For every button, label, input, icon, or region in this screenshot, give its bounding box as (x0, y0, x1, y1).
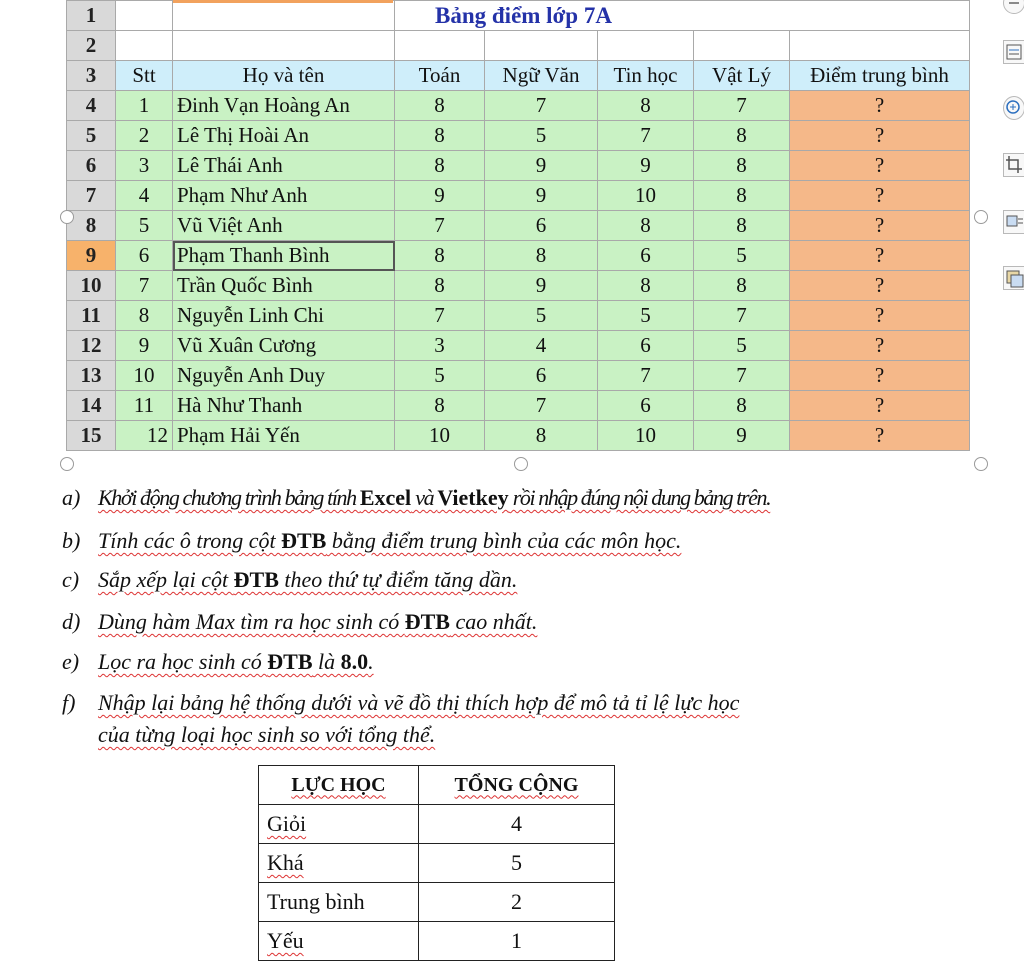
question-item (62, 609, 537, 635)
sheet-title[interactable]: Bảng điểm lớp 7A (395, 1, 970, 31)
column-header-math[interactable]: Toán (395, 61, 485, 91)
question-label: e) (62, 649, 80, 674)
alt-text-icon (1004, 267, 1024, 289)
cell-average[interactable]: ? (790, 271, 970, 301)
cell-name[interactable]: Phạm Thanh Bình (173, 241, 395, 271)
cell-literature[interactable]: 5 (485, 301, 598, 331)
table-row (67, 391, 970, 421)
question-keyword: Excel (359, 485, 412, 510)
empty-cell[interactable] (116, 1, 173, 31)
cell-stt[interactable]: 3 (116, 151, 173, 181)
ability-cell-text: Yếu (267, 928, 304, 953)
cell-literature[interactable]: 5 (485, 121, 598, 151)
cell-stt[interactable]: 7 (116, 271, 173, 301)
selected-column-strip (173, 0, 393, 3)
column-header-physics[interactable]: Vật Lý (694, 61, 790, 91)
cell-math[interactable]: 8 (395, 121, 485, 151)
question-text: và (411, 485, 438, 510)
empty-cell[interactable] (598, 31, 694, 61)
question-keyword: Vietkey (437, 485, 509, 510)
spreadsheet-image[interactable] (66, 0, 975, 466)
cell-physics[interactable]: 8 (694, 181, 790, 211)
wrap-text-button[interactable] (1003, 210, 1024, 234)
cell-name[interactable]: Lê Thái Anh (173, 151, 395, 181)
cell-average[interactable]: ? (790, 151, 970, 181)
total-cell-text: 4 (511, 811, 522, 836)
ability-cell (259, 922, 419, 961)
crop-icon (1004, 154, 1024, 176)
header-ability (259, 766, 419, 805)
empty-cell[interactable] (173, 1, 395, 31)
cell-average[interactable]: ? (790, 211, 970, 241)
cell-informatics[interactable]: 9 (598, 151, 694, 181)
cell-informatics[interactable]: 6 (598, 241, 694, 271)
row-number[interactable]: 7 (67, 181, 116, 211)
resize-handle-bottom-right[interactable] (974, 457, 988, 471)
cell-literature[interactable]: 6 (485, 361, 598, 391)
table-row (67, 151, 970, 181)
cell-informatics[interactable]: 5 (598, 301, 694, 331)
question-keyword: ĐTB (267, 649, 313, 674)
cell-informatics[interactable]: 6 (598, 391, 694, 421)
cell-informatics[interactable]: 6 (598, 331, 694, 361)
total-cell (419, 805, 615, 844)
column-header-average[interactable]: Điểm trung bình (790, 61, 970, 91)
question-label: b) (62, 528, 81, 553)
cell-name[interactable]: Nguyễn Anh Duy (173, 361, 395, 391)
question-text: cao nhất. (450, 609, 538, 634)
cell-stt[interactable]: 9 (116, 331, 173, 361)
layout-options-button[interactable] (1003, 40, 1024, 64)
total-cell-text: 5 (511, 850, 522, 875)
question-text: Khởi động chương trình bảng tính (98, 485, 360, 510)
cell-literature[interactable]: 4 (485, 331, 598, 361)
table-row (67, 121, 970, 151)
ability-cell (259, 883, 419, 922)
cell-math[interactable]: 8 (395, 241, 485, 271)
minus-icon (1004, 0, 1024, 13)
column-header-name[interactable]: Họ và tên (173, 61, 395, 91)
row-number[interactable]: 3 (67, 61, 116, 91)
column-header-literature[interactable]: Ngữ Văn (485, 61, 598, 91)
total-cell (419, 844, 615, 883)
empty-cell[interactable] (485, 31, 598, 61)
cell-literature[interactable]: 8 (485, 241, 598, 271)
cell-name[interactable]: Nguyễn Linh Chi (173, 301, 395, 331)
alt-text-button[interactable] (1003, 266, 1024, 290)
total-cell-text: 2 (511, 889, 522, 914)
cell-physics[interactable]: 8 (694, 211, 790, 241)
cell-literature[interactable]: 7 (485, 391, 598, 421)
table-row (259, 883, 615, 922)
total-cell-text: 1 (511, 928, 522, 953)
table-row (259, 922, 615, 961)
cell-average[interactable]: ? (790, 181, 970, 211)
cell-name[interactable]: Vũ Việt Anh (173, 211, 395, 241)
table-row (67, 271, 970, 301)
cell-physics[interactable]: 8 (694, 271, 790, 301)
row-number[interactable]: 10 (67, 271, 116, 301)
question-label: d) (62, 609, 81, 634)
column-header-informatics[interactable]: Tin học (598, 61, 694, 91)
question-keyword: ĐTB (404, 609, 450, 634)
cell-stt[interactable]: 1 (116, 91, 173, 121)
collapse-button[interactable] (1003, 0, 1024, 14)
cell-math[interactable]: 8 (395, 391, 485, 421)
resize-handle-bottom-left[interactable] (60, 457, 74, 471)
row-number[interactable]: 5 (67, 121, 116, 151)
cell-average[interactable]: ? (790, 91, 970, 121)
row-number[interactable]: 6 (67, 151, 116, 181)
cell-average[interactable]: ? (790, 241, 970, 271)
cell-stt[interactable]: 5 (116, 211, 173, 241)
ability-cell-text: Giỏi (267, 811, 307, 836)
table-row (259, 844, 615, 883)
table-row (259, 805, 615, 844)
crop-button[interactable] (1003, 153, 1024, 177)
cell-informatics[interactable]: 10 (598, 421, 694, 451)
cell-name[interactable]: Lê Thị Hoài An (173, 121, 395, 151)
table-row (67, 181, 970, 211)
question-text: bằng điểm trung bình của các môn học. (326, 528, 682, 553)
question-item (62, 567, 517, 593)
cell-average[interactable]: ? (790, 391, 970, 421)
resize-handle-right[interactable] (974, 210, 988, 224)
row-number[interactable]: 1 (67, 1, 116, 31)
table-row (67, 91, 970, 121)
table-row (67, 421, 970, 451)
row-number[interactable]: 14 (67, 391, 116, 421)
cell-average[interactable]: ? (790, 361, 970, 391)
empty-cell[interactable] (694, 31, 790, 61)
cell-informatics[interactable]: 7 (598, 121, 694, 151)
cell-literature[interactable]: 7 (485, 91, 598, 121)
total-cell (419, 922, 615, 961)
cell-literature[interactable]: 8 (485, 421, 598, 451)
cell-physics[interactable]: 8 (694, 151, 790, 181)
cell-stt[interactable]: 6 (116, 241, 173, 271)
cell-literature[interactable]: 9 (485, 271, 598, 301)
question-label: f) (62, 690, 76, 715)
row-number[interactable]: 8 (67, 211, 116, 241)
question-item (62, 722, 435, 748)
ability-summary-table (258, 765, 615, 961)
cell-physics[interactable]: 7 (694, 91, 790, 121)
cell-name[interactable]: Trần Quốc Bình (173, 271, 395, 301)
cell-informatics[interactable]: 8 (598, 211, 694, 241)
question-keyword: ĐTB (233, 567, 279, 592)
table-row (67, 361, 970, 391)
cell-name[interactable]: Hà Như Thanh (173, 391, 395, 421)
cell-physics[interactable]: 9 (694, 421, 790, 451)
zoom-button[interactable] (1003, 96, 1024, 120)
cell-stt[interactable]: 11 (116, 391, 173, 421)
cell-physics[interactable]: 7 (694, 301, 790, 331)
cell-physics[interactable]: 5 (694, 241, 790, 271)
cell-informatics[interactable]: 8 (598, 271, 694, 301)
question-item (62, 528, 681, 554)
cell-name[interactable]: Phạm Như Anh (173, 181, 395, 211)
row-number[interactable]: 11 (67, 301, 116, 331)
resize-handle-left[interactable] (60, 210, 74, 224)
cell-math[interactable]: 8 (395, 151, 485, 181)
cell-informatics[interactable]: 7 (598, 361, 694, 391)
resize-handle-bottom[interactable] (514, 457, 528, 471)
cell-name[interactable]: Vũ Xuân Cương (173, 331, 395, 361)
row-number[interactable]: 13 (67, 361, 116, 391)
row-number[interactable]: 4 (67, 91, 116, 121)
cell-math[interactable]: 9 (395, 181, 485, 211)
row-number[interactable]: 9 (67, 241, 116, 271)
question-item (62, 485, 770, 511)
cell-average[interactable]: ? (790, 331, 970, 361)
cell-stt[interactable]: 10 (116, 361, 173, 391)
header-total (419, 766, 615, 805)
cell-stt[interactable]: 12 (116, 421, 173, 451)
cell-literature[interactable]: 9 (485, 181, 598, 211)
cell-math[interactable]: 10 (395, 421, 485, 451)
question-text: Sắp xếp lại cột (98, 567, 234, 592)
ability-cell (259, 844, 419, 883)
question-text: của từng loại học sinh so với tổng thể. (98, 722, 436, 747)
cell-math[interactable]: 8 (395, 271, 485, 301)
question-keyword: ĐTB (281, 528, 327, 553)
question-label: c) (62, 567, 80, 592)
question-text: rồi nhập đúng nội dung bảng trên. (508, 485, 771, 510)
empty-cell[interactable] (116, 31, 173, 61)
layout-options-icon (1004, 41, 1024, 63)
empty-cell[interactable] (173, 31, 395, 61)
cell-math[interactable]: 8 (395, 91, 485, 121)
total-cell (419, 883, 615, 922)
grade-table (66, 0, 970, 451)
cell-physics[interactable]: 7 (694, 361, 790, 391)
row-number[interactable]: 2 (67, 31, 116, 61)
cell-physics[interactable]: 8 (694, 121, 790, 151)
empty-cell[interactable] (790, 31, 970, 61)
column-header-stt[interactable]: Stt (116, 61, 173, 91)
question-item (62, 649, 374, 675)
cell-average[interactable]: ? (790, 301, 970, 331)
cell-math[interactable]: 5 (395, 361, 485, 391)
cell-stt[interactable]: 2 (116, 121, 173, 151)
cell-literature[interactable]: 6 (485, 211, 598, 241)
question-text: theo thứ tự điểm tăng dần. (278, 567, 518, 592)
row-number[interactable]: 12 (67, 331, 116, 361)
cell-math[interactable]: 3 (395, 331, 485, 361)
zoom-icon (1004, 97, 1024, 119)
cell-literature[interactable]: 9 (485, 151, 598, 181)
question-text: Lọc ra học sinh có (98, 649, 268, 674)
empty-cell[interactable] (395, 31, 485, 61)
row-number[interactable]: 15 (67, 421, 116, 451)
cell-average[interactable]: ? (790, 421, 970, 451)
table-row (67, 331, 970, 361)
header-ability-text: LỰC HỌC (291, 773, 386, 796)
question-text: . (368, 649, 374, 674)
cell-stt[interactable]: 8 (116, 301, 173, 331)
question-keyword: 8.0 (340, 649, 369, 674)
question-text: là (312, 649, 341, 674)
cell-physics[interactable]: 8 (694, 391, 790, 421)
ability-cell (259, 805, 419, 844)
ability-cell-text: Khá (267, 850, 304, 875)
table-row (67, 241, 970, 271)
wrap-text-icon (1004, 211, 1024, 233)
cell-stt[interactable]: 4 (116, 181, 173, 211)
question-text: Nhập lại bảng hệ thống dưới và vẽ đồ thị thích hợp để mô tả tỉ lệ lực học (98, 690, 740, 715)
table-row (67, 301, 970, 331)
cell-math[interactable]: 7 (395, 211, 485, 241)
cell-name[interactable]: Phạm Hải Yến (173, 421, 395, 451)
question-text: Dùng hàm Max tìm ra học sinh có (98, 609, 405, 634)
cell-informatics[interactable]: 10 (598, 181, 694, 211)
cell-math[interactable]: 7 (395, 301, 485, 331)
question-label: a) (62, 485, 81, 510)
cell-average[interactable]: ? (790, 121, 970, 151)
question-text: Tính các ô trong cột (98, 528, 282, 553)
cell-name[interactable]: Đinh Vạn Hoàng An (173, 91, 395, 121)
cell-physics[interactable]: 5 (694, 331, 790, 361)
table-row (67, 211, 970, 241)
question-item (62, 690, 739, 716)
cell-informatics[interactable]: 8 (598, 91, 694, 121)
header-total-text: TỔNG CỘNG (454, 773, 579, 796)
ability-cell-text: Trung bình (267, 889, 365, 914)
